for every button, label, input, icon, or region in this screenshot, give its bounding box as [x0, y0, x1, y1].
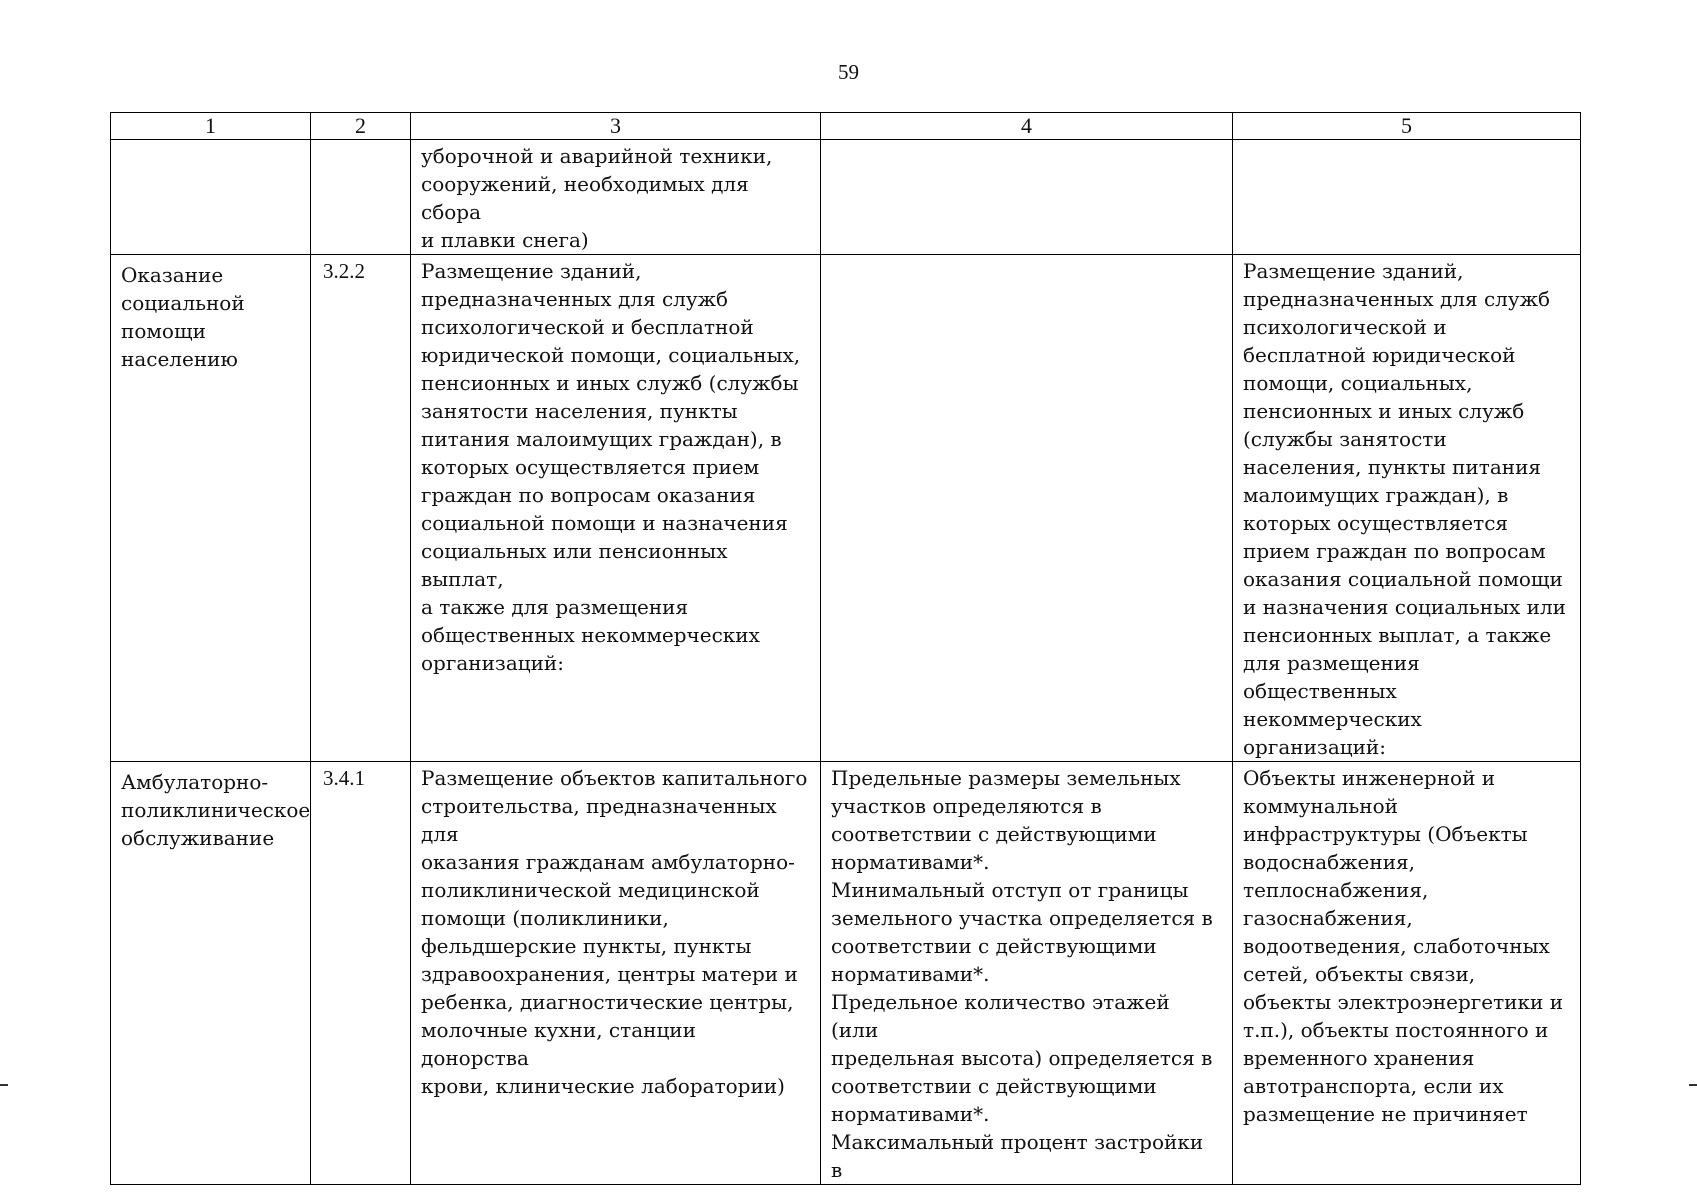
zoning-table — [110, 112, 1581, 1185]
table-row — [111, 762, 1581, 1185]
conditional-use-cell — [1233, 140, 1581, 255]
parameters-cell — [821, 140, 1233, 255]
land-use-code-cell: 3.4.1 — [311, 762, 411, 1185]
parameters-cell: Предельные размеры земельных участков определяются в соответствии с действующими нормативами*. Минимальный отступ от границы земельного участка определяется в соответствии с действующими нормативами*. Предельное количество этажей (или предельная высота) определяется в соответствии с действующими нормативами*. Максимальный процент застройки в — [821, 762, 1233, 1185]
description-cell: Размещение объектов капитального строительства, предназначенных для оказания гражданам амбулаторно- поликлинической медицинской помощи (поликлиники, фельдшерские пункты, пункты здравоохранения, центры матери и ребенка, диагностические центры, молочные кухни, станции донорства крови, клинические лаборатории) — [411, 762, 821, 1185]
conditional-use-cell: Размещение зданий, предназначенных для служб психологической и бесплатной юридической помощи, социальных, пенсионных и иных служб (службы занятости населения, пункты питания малоимущих граждан), в которых осуществляется прием граждан по вопросам оказания социальной помощи и назначения социальных или пенсионных выплат, а также для размещения общественных некоммерческих организаций: — [1233, 255, 1581, 762]
description-cell: Размещение зданий, предназначенных для служб психологической и бесплатной юридической помощи, социальных, пенсионных и иных служб (службы занятости населения, пункты питания малоимущих граждан), в которых осуществляется прием граждан по вопросам оказания социальной помощи и назначения социальных или пенсионных выплат, а также для размещения общественных некоммерческих организаций: — [411, 255, 821, 762]
column-header: 5 — [1233, 113, 1581, 140]
land-use-code-cell: 3.2.2 — [311, 255, 411, 762]
land-use-name-cell — [111, 140, 311, 255]
table-row — [111, 255, 1581, 762]
column-header: 2 — [311, 113, 411, 140]
land-use-code-cell — [311, 140, 411, 255]
land-use-name-cell: Оказание социальной помощи населению — [111, 255, 311, 762]
column-header: 3 — [411, 113, 821, 140]
page-number: 59 — [838, 60, 859, 84]
table-header-row — [111, 113, 1581, 140]
right-edge-mark — [1689, 1084, 1697, 1086]
parameters-cell — [821, 255, 1233, 762]
land-use-name-cell: Амбулаторно- поликлиническое обслуживание — [111, 762, 311, 1185]
column-header: 4 — [821, 113, 1233, 140]
left-edge-mark — [0, 1084, 8, 1086]
description-cell: уборочной и аварийной техники, сооружений, необходимых для сбора и плавки снега) — [411, 140, 821, 255]
conditional-use-cell: Объекты инженерной и коммунальной инфраструктуры (Объекты водоснабжения, теплоснабжения, газоснабжения, водоотведения, слаботочных сетей, объекты связи, объекты электроэнергетики и т.п.), объекты постоянного и временного хранения автотранспорта, если их размещение не причиняет — [1233, 762, 1581, 1185]
column-header: 1 — [111, 113, 311, 140]
table-row — [111, 140, 1581, 255]
